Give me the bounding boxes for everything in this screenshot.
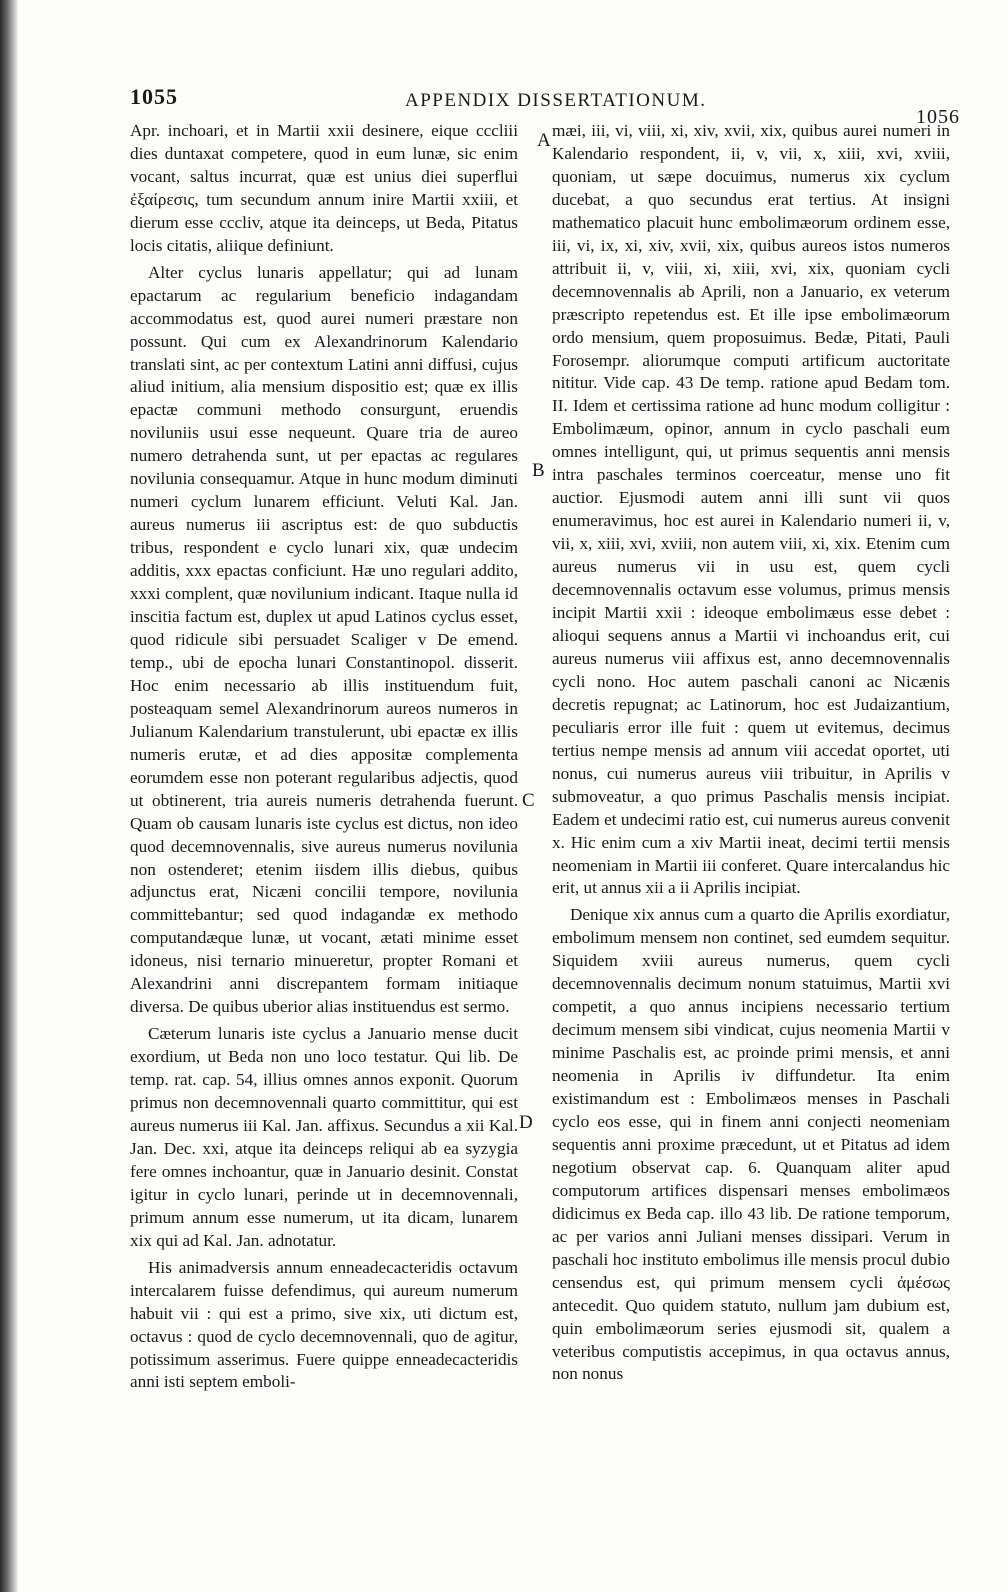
left-paragraph-2: Alter cyclus lunaris appellatur; qui ad lunam epactarum ac regularium beneficio indagandam accommodatus est, quod aurei numeri præstare non possunt. Qui cum ex Alexandrinorum Kalendario translati sint, ac per contextum Latini anni diffusi, cujus aliud initium, alia mensium dispositio est; quæ ex illis epactæ communi methodo consurgunt, eruendis noviluniis usui esse nequeunt. Quare tria de aureo numero detrahenda sunt, ut per epactas ac regulares novilunia consequamur. Atque in hunc modum diminuti numeri cyclum lunarem efficiunt. Veluti Kal. Jan. aureus numerus iii ascriptus est: de quo subductis tribus, respondent e cyclo lunari xix, quæ undecim additis, xxx epactas conficiunt. Hæ uno regulari addito, xxxi complent, quæ novilunium indicant. Itaque nulla id inscitia factum est, duplex ut apud Latinos cyclus esset, quod ridicule sibi persuadet Scaliger v De emend. temp., ubi de epocha lunari Constantinopol. disserit. Hoc enim necessario ab illis instituendum fuit, posteaquam semel Alexandrinorum aureos numeros in Julianum Kalendarium transtulerunt, ubi epactæ ex illis numeris erutæ, et ad dies appositæ complementa eorumdem esse non poterant regularibus adjectis, quod ut obtinerent, tria aureis numeris detrahenda fuerunt. Quam ob causam lunaris iste cyclus est dictus, non ideo quod decemnovennalis, sive aureus numerus novilunia non ostenderet; etenim iisdem illis diebus, quibus adjunctus erat, Nicæni concilii tempore, novilunia committebantur; sed quod indagandæ ex methodo computandæque lunæ, ut vocant, ætati minime esset idoneus, nisi ternario minueretur, propter Romani et Alexandrini anni discrepantem formam initiaque diversa. De quibus uberior alias instituendus est sermo.	[130, 262, 518, 1017]
left-paragraph-1: Apr. inchoari, et in Martii xxii desinere, eique cccliii dies duntaxat competere, quod in eum lunæ, sic enim vocant, saltus incurrat, quæ est unius diei superflui ἐξαίρεσις, tum secundum annum inire Martii xxiii, et dierum esse cccliv, atque ita deinceps, ut Beda, Pitatus locis citatis, aliique definiunt.	[130, 121, 518, 255]
left-column	[130, 120, 518, 1398]
page-number-left: 1055	[130, 84, 178, 109]
right-paragraph-2: Denique xix annus cum a quarto die Aprilis exordiatur, embolimum mensem non continet, sed eumdem sequitur. Siquidem xviii aureus numerus, quem cycli decemnovennalis decimum nonum statuimus, Martii xvi competit, a quo annus incipiens necessario tertium decimum mensem sibi vindicat, cujus neomenia Martii v minime Paschalis est, ac proinde primi mensis, et anni neomenia in Aprilis iv diffundetur. Ita enim existimandum est : Embolimæos menses in Paschali cyclo eos esse, qui in finem anni conjecti neomeniam sequentis anni proxime præcedunt, ut et Pitatus ad idem negotium observat cap. 6. Quanquam aliter apud computorum artifices dispensari menses embolimæos didicimus ex Beda cap. illo 43 lib. De ratione temporum, ac per varios anni Juliani menses dissipari. Verum in paschali hoc instituto embolimus ille mensis procul dubio censendus est, qui primum mensem cycli ἀμέσως antecedit. Quo quidem statuto, nullum jam dubium est, quin embolimæorum series ejusmodi sit, qualem a veteribus computistis accepimus, in qua octavus annus, non nonus	[552, 905, 950, 1384]
margin-letter-d: D	[519, 1112, 533, 1133]
page-edge-shadow	[0, 0, 18, 1592]
right-paragraph-1: mæi, iii, vi, viii, xi, xiv, xvii, xix, quibus aurei numeri in Kalendario respondent, ii, v, vii, x, xiii, xvi, xviii, quoniam, ut sæpe docuimus, numerus xix cyclum ducebat, a quo secundus erat tertius. At insigni mathematico placuit hunc embolimæorum ordinem esse, iii, vi, ix, xi, xiv, xvii, xix, quibus aureos istos numeros attribuit ii, v, viii, xi, xiii, xvi, xix, quoniam cycli decemnovennalis ab Aprili, non a Januario, ex veterum præscripto repetendus est. Et ille ipse embolimæorum ordo mensium, quem proposuimus. Bedæ, Pitati, Pauli Forosempr. aliorumque computi artificum auctoritate nititur. Vide cap. 43 De temp. ratione apud Bedam tom. II. Idem et certissima ratione ad hunc modum colligitur : Embolimæum, opinor, annum in cyclo paschali eum omnes intelligunt, qui, ut primus sequentis anni mensis intra paschales terminos coerceatur, mense uno fit auctior. Ejusmodi autem anni illi sunt vii quos enumeravimus, hoc est aurei in Kalendario numeri ii, v, vii, x, xiii, xvi, xviii, non autem viii, xi, xix. Etenim cum aureus numerus vii in usu est, quem cycli decemnovennalis octavum esse volumus, primus mensis incipit Martii xxii : ideoque embolimæus esse debet : alioqui sequens annus a Martii vi inchoandus erit, cui aureus numerus viii affixus est, anno decemnovennalis cycli nono. Hoc autem paschali canoni ac Nicænis decretis repugnat; ac Latinorum, hoc est Judaizantium, peculiaris error ille fuit : quem ut evitemus, decimus tertius nempe mensis ad annum viii accedat oportet, uti nonus, cui numerus aureus viii tribuitur, in Aprilis v submoveatur, a quo primus Paschalis mensis incipiat. Eadem et undecimi ratio est, cui numerus aureus convenit x. Hic enim cum a xiv Martii ineat, decimi tertii mensis neomeniam in Martii iii conferet. Quare intercalandus hic erit, ut annus xii a ii Aprilis incipiat.	[552, 121, 950, 898]
page-header	[130, 84, 960, 128]
margin-letter-b: B	[532, 460, 545, 481]
page-number-right: 1056	[916, 106, 960, 128]
running-title: APPENDIX DISSERTATIONUM.	[405, 90, 707, 111]
right-column	[552, 120, 950, 1390]
left-paragraph-3: Cæterum lunaris iste cyclus a Januario mense ducit exordium, ut Beda non uno loco testatur. Qui lib. De temp. rat. cap. 54, illius omnes annos exponit. Quorum primus non decemnovennali quarto committitur, qui est aureus numerus iii Kal. Jan. affixus. Secundus a xii Kal. Jan. Dec. xxi, atque ita deinceps reliqui ab ea syzygia fere omnes inchoantur, quæ in Januario desinit. Constat igitur in cyclo lunari, perinde ut in decemnovennali, primum annum esse numerum, ut ita dicam, lunarem xix qui ad Kal. Jan. adnotatur.	[130, 1024, 518, 1250]
left-paragraph-4: His animadversis annum enneadecacteridis octavum intercalarem fuisse defendimus, qui aureum numerum habuit vii : qui est a primo, sive xix, uti dictum est, octavus : quod de cyclo decemnovennali, quo de agitur, potissimum asserimus. Fuere quippe enneadecacteridis anni isti septem emboli-	[130, 1257, 518, 1392]
margin-letter-c: C	[522, 790, 535, 811]
margin-letter-a: A	[537, 130, 551, 151]
